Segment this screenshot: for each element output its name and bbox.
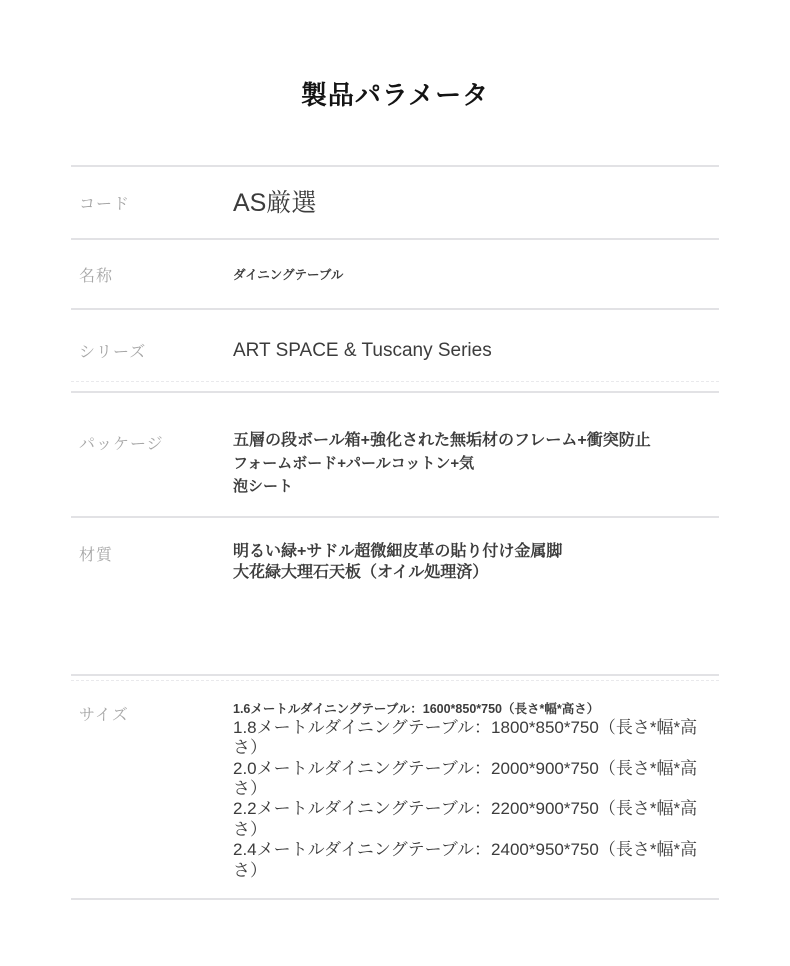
row-label-package: パッケージ [79,436,164,454]
row-label-material: 材質 [79,547,114,565]
spec-row-series [71,310,719,393]
row-values-material [233,542,719,674]
spec-row-material [71,518,719,676]
row-values-size [233,702,719,898]
row-label-size: サイズ [79,707,129,725]
row-values-code [233,188,719,218]
row-label-series: シリーズ [79,344,147,362]
row-values-name [233,265,719,283]
value-size-1-8: 1.8メートルダイニングテーブル：1800*850*750（長さ*幅*高さ） [233,717,698,758]
value-code: AS厳選 [233,188,317,217]
value-size-2-0: 2.0メートルダイニングテーブル：2000*900*750（長さ*幅*高さ） [233,758,698,798]
value-name: ダイニングテーブル [233,268,344,283]
value-size-2-4: 2.4メートルダイニングテーブル：2400*950*750（長さ*幅*高さ） [233,840,698,880]
value-size-1-6: 1.6メートルダイニングテーブル：1600*850*750（長さ*幅*高さ） [233,702,600,717]
row-values-package [233,431,719,516]
row-values-series [233,340,719,362]
value-material-line1: 明るい緑+サドル超微細皮革の貼り付け金属脚 [233,543,563,561]
page-title: 製品パラメータ [300,80,490,110]
spec-row-name [71,240,719,310]
value-size-2-2: 2.2メートルダイニングテーブル：2200*900*750（長さ*幅*高さ） [233,799,698,839]
value-series: ART SPACE & Tuscany Series [233,339,492,361]
spec-row-package [71,393,719,518]
spec-table [71,165,719,900]
row-label-code: コード [79,196,131,214]
value-package-line2: フォームボード+パールコットン+気泡シート [233,454,475,496]
spec-row-size [71,676,719,900]
value-material-line2: 大花緑大理石天板（オイル処理済） [233,563,489,581]
spec-row-code [71,167,719,240]
value-package-line1: 五層の段ボール箱+強化された無垢材のフレーム+衝突防止 [233,432,651,450]
row-label-name: 名称 [79,267,114,285]
